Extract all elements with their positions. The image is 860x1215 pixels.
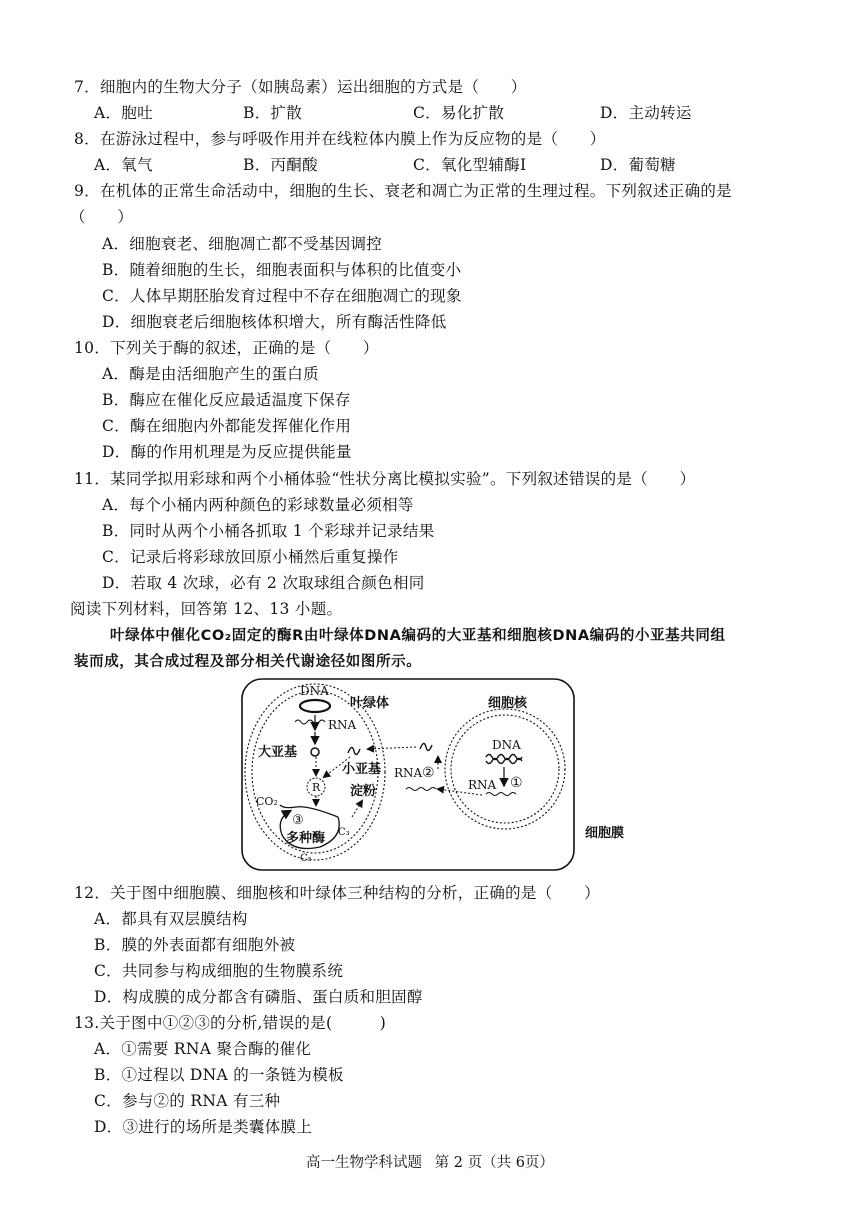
c5-label: C₅ <box>300 853 312 864</box>
q8-option-b: B．丙酮酸 <box>243 156 318 174</box>
nucleus-outer-membrane <box>445 709 565 829</box>
q11-option-c: C．记录后将彩球放回原小桶然后重复操作 <box>102 548 399 566</box>
step-2-marker: ② <box>422 765 435 781</box>
nucleus-inner-membrane <box>451 715 559 823</box>
c3-label: C₃ <box>338 827 350 838</box>
question-12-stem: 12．关于图中细胞膜、细胞核和叶绿体三种结构的分析，正确的是（ ） <box>74 884 600 902</box>
q9-option-a: A．细胞衰老、细胞凋亡都不受基因调控 <box>102 235 383 253</box>
chloroplast-label: 叶绿体 <box>350 696 390 711</box>
q9-option-d: D．细胞衰老后细胞核体积增大，所有酶活性降低 <box>102 313 447 331</box>
q7-option-c: C．易化扩散 <box>413 104 505 122</box>
question-9-stem-line1: 9．在机体的正常生命活动中，细胞的生长、衰老和凋亡为正常的生理过程。下列叙述正确的是 <box>74 182 732 200</box>
q10-option-a: A．酶是由活细胞产生的蛋白质 <box>102 365 319 383</box>
nucleus-label: 细胞核 <box>488 696 528 711</box>
q8-option-c: C．氧化型辅酶Ⅰ <box>413 156 527 174</box>
page-footer <box>0 1151 860 1172</box>
q12-option-a: A．都具有双层膜结构 <box>94 910 248 928</box>
reading-intro: 阅读下列材料，回答第 12、13 小题。 <box>70 600 343 618</box>
footer-page-number: 第 2 页（共 6页） <box>434 1155 554 1171</box>
q10-option-d: D．酶的作用机理是为反应提供能量 <box>102 443 352 461</box>
nucleus-dna-label: DNA <box>492 738 521 752</box>
cell-diagram-svg <box>240 677 625 872</box>
membrane-label: 细胞膜 <box>585 826 625 841</box>
q12-option-c: C．共同参与构成细胞的生物膜系统 <box>94 962 344 980</box>
q11-option-d: D．若取 4 次球，必有 2 次取球组合颜色相同 <box>102 574 425 592</box>
material-line-2: 装而成，其合成过程及部分相关代谢途径如图所示。 <box>74 654 422 670</box>
q9-option-c: C．人体早期胚胎发育过程中不存在细胞凋亡的现象 <box>102 287 462 305</box>
q8-option-a: A．氧气 <box>94 156 153 174</box>
chloroplast-dna-label: DNA <box>300 684 329 698</box>
question-11-stem: 11．某同学拟用彩球和两个小桶体验“性状分离比模拟实验”。下列叙述错误的是（ ） <box>74 470 696 488</box>
q12-option-b: B．膜的外表面都有细胞外被 <box>94 936 296 954</box>
cytoplasm-small-subunit-icon <box>420 743 432 750</box>
chloroplast-dna-ring <box>300 700 330 712</box>
question-7-stem: 7．细胞内的生物大分子（如胰岛素）运出细胞的方式是（ ） <box>74 78 527 96</box>
material-line-1: 叶绿体中催化CO₂固定的酶R由叶绿体DNA编码的大亚基和细胞核DNA编码的小亚基共同组 <box>110 628 726 644</box>
nucleus-rna-label: RNA <box>468 778 497 792</box>
question-10-stem: 10．下列关于酶的叙述，正确的是（ ） <box>74 339 379 357</box>
q7-option-a: A．胞吐 <box>94 104 153 122</box>
co2-label: CO₂ <box>256 795 278 808</box>
cytoplasm-rna-label: RNA <box>394 766 423 780</box>
step-1-marker: ① <box>510 775 523 791</box>
small-subunit-label: 小亚基 <box>342 762 382 777</box>
small-subunit-icon <box>348 747 360 754</box>
q12-option-d: D．构成膜的成分都含有磷脂、蛋白质和胆固醇 <box>94 988 423 1006</box>
question-8-stem: 8．在游泳过程中，参与呼吸作用并在线粒体内膜上作为反应物的是（ ） <box>74 130 606 148</box>
enzyme-r-label: R <box>312 781 321 794</box>
q10-option-b: B．酶应在催化反应最适温度下保存 <box>102 391 351 409</box>
chloroplast-rna-label: RNA <box>328 718 357 732</box>
q7-option-b: B．扩散 <box>243 104 303 122</box>
q10-option-c: C．酶在细胞内外都能发挥催化作用 <box>102 417 352 435</box>
cell-diagram <box>240 677 625 872</box>
q11-option-b: B．同时从两个小桶各抓取 1 个彩球并记录结果 <box>102 522 435 540</box>
q8-option-d: D．葡萄糖 <box>600 156 676 174</box>
nucleus-dna-helix <box>486 755 522 760</box>
q13-option-c: C．参与②的 RNA 有三种 <box>94 1092 281 1110</box>
large-subunit-icon <box>311 748 319 756</box>
q11-option-a: A．每个小桶内两种颜色的彩球数量必须相等 <box>102 496 414 514</box>
multi-enzyme-label: 多种酶 <box>286 831 326 846</box>
q9-option-b: B．随着细胞的生长，细胞表面积与体积的比值变小 <box>102 261 462 279</box>
q13-option-a: A．①需要 RNA 聚合酶的催化 <box>94 1040 312 1058</box>
q13-option-d: D．③进行的场所是类囊体膜上 <box>94 1118 313 1136</box>
question-9-stem-line2: （ ） <box>70 208 134 226</box>
q7-option-d: D．主动转运 <box>600 104 692 122</box>
q13-option-b: B．①过程以 DNA 的一条链为模板 <box>94 1066 344 1084</box>
step-3-marker: ③ <box>292 813 304 828</box>
large-subunit-label: 大亚基 <box>258 745 298 760</box>
question-13-stem: 13.关于图中①②③的分析,错误的是( ) <box>74 1014 387 1032</box>
footer-subject: 高一生物学科试题 <box>306 1155 423 1171</box>
starch-label: 淀粉 <box>350 784 377 799</box>
